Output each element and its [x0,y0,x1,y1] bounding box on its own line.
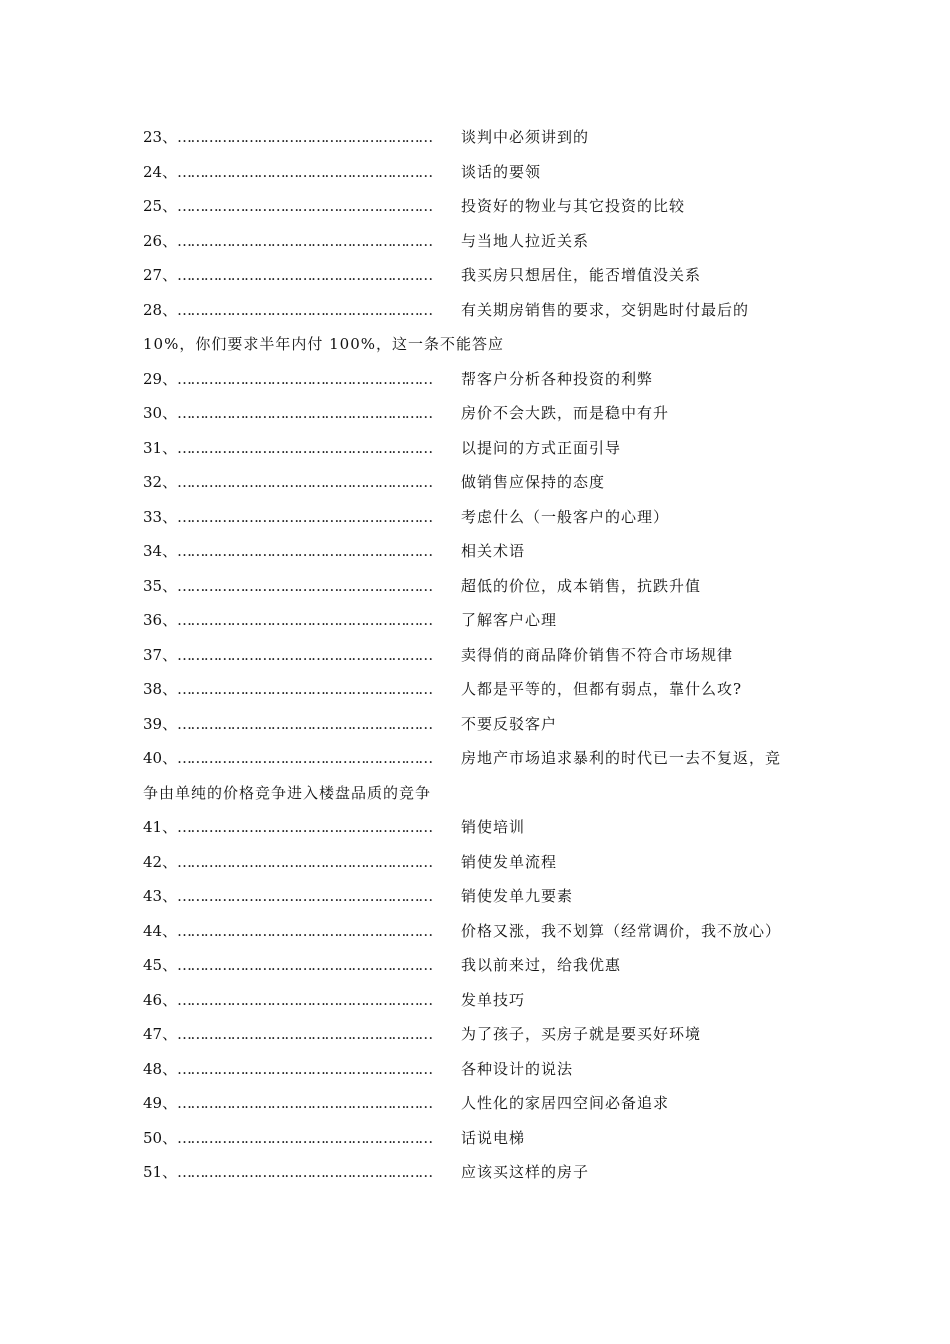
toc-entry-number: 47、 [143,1025,178,1043]
toc-entry-title: 卖得俏的商品降价销售不符合市场规律 [461,645,734,664]
toc-entry-number: 26、 [143,231,178,250]
toc-entry-number: 50、 [143,1128,178,1147]
toc-dot-leader: ………………………………………………… [177,473,432,491]
toc-entry [143,1155,823,1190]
toc-entry-title: 销使发单九要素 [461,887,574,905]
toc-entry [143,500,823,535]
toc-dot-leader: ………………………………………………… [177,162,432,181]
toc-dot-leader: ………………………………………………… [177,404,432,422]
toc-dot-leader: ………………………………………………… [177,921,432,940]
toc-dot-leader: ………………………………………………… [177,818,432,836]
toc-entry-number: 35、 [143,576,178,595]
toc-entry [143,1121,823,1156]
table-of-contents [143,120,823,1190]
toc-entry-number: 29、 [143,369,178,388]
toc-entry [143,741,823,776]
toc-dot-leader: ………………………………………………… [177,680,432,698]
toc-dot-leader: ………………………………………………… [177,714,432,733]
toc-entry-number: 34、 [143,542,178,560]
toc-dot-leader: ………………………………………………… [177,749,432,767]
toc-dot-leader: ………………………………………………… [177,231,432,250]
toc-entry-title: 了解客户心理 [461,611,558,629]
toc-entry-number: 39、 [143,714,178,733]
toc-entry-title: 帮客户分析各种投资的利弊 [461,369,654,388]
toc-entry-number: 48、 [143,1059,178,1078]
toc-dot-leader: ………………………………………………… [177,197,432,215]
toc-entry [143,810,823,845]
toc-entry-title: 谈话的要领 [461,162,542,181]
toc-entry-number: 41、 [143,818,178,836]
toc-entry-title: 我买房只想居住，能否增值没关系 [461,266,702,284]
toc-entry-title: 以提问的方式正面引导 [461,438,622,457]
toc-entry-number: 36、 [143,611,178,629]
toc-entry-title: 考虑什么（一般客户的心理） [461,507,670,526]
toc-entry-title: 有关期房销售的要求，交钥匙时付最后的 [461,300,750,319]
toc-dot-leader: ………………………………………………… [177,611,432,629]
toc-dot-leader: ………………………………………………… [177,956,432,974]
toc-dot-leader: ………………………………………………… [177,507,432,526]
toc-entry [143,672,823,707]
toc-entry-number: 33、 [143,507,178,526]
toc-entry [143,1052,823,1087]
toc-entry [143,189,823,224]
toc-dot-leader: ………………………………………………… [177,645,432,664]
toc-entry-number: 51、 [143,1163,178,1181]
toc-entry [143,465,823,500]
toc-entry [143,534,823,569]
toc-entry-number: 27、 [143,266,178,284]
toc-entry-number: 40、 [143,749,178,767]
toc-dot-leader: ………………………………………………… [177,852,432,871]
toc-entry [143,224,823,259]
toc-entry-number: 44、 [143,921,178,940]
toc-entry-continuation: 10%，你们要求半年内付 100%，这一条不能答应 [143,335,504,353]
toc-entry [143,396,823,431]
toc-entry [143,603,823,638]
toc-entry [143,879,823,914]
toc-entry-number: 42、 [143,852,178,871]
toc-dot-leader: ………………………………………………… [177,1059,432,1078]
toc-entry-number: 30、 [143,404,178,422]
toc-entry [143,707,823,742]
toc-dot-leader: ………………………………………………… [177,1025,432,1043]
toc-dot-leader: ………………………………………………… [177,300,432,319]
toc-entry-number: 43、 [143,887,178,905]
toc-entry [143,431,823,466]
toc-entry-title: 销使培训 [461,818,526,836]
toc-entry-number: 45、 [143,956,178,974]
toc-entry-number: 46、 [143,990,178,1009]
toc-entry-number: 25、 [143,197,178,215]
toc-entry-title: 房地产市场追求暴利的时代已一去不复返，竞 [461,749,782,767]
toc-entry-number: 28、 [143,300,178,319]
toc-entry-number: 23、 [143,128,178,146]
toc-entry-title: 人都是平等的，但都有弱点，靠什么攻? [461,680,743,698]
toc-entry-title: 各种设计的说法 [461,1059,574,1078]
toc-entry-title: 为了孩子，买房子就是要买好环境 [461,1025,702,1043]
toc-entry [143,569,823,604]
toc-entry [143,948,823,983]
toc-dot-leader: ………………………………………………… [177,990,432,1009]
toc-dot-leader: ………………………………………………… [177,438,432,457]
toc-entry-number: 24、 [143,162,178,181]
toc-dot-leader: ………………………………………………… [177,369,432,388]
toc-dot-leader: ………………………………………………… [177,576,432,595]
toc-dot-leader: ………………………………………………… [177,266,432,284]
toc-dot-leader: ………………………………………………… [177,887,432,905]
toc-entry-title: 超低的价位，成本销售，抗跌升值 [461,576,702,595]
toc-entry-title: 销使发单流程 [461,852,558,871]
toc-entry-continuation: 争由单纯的价格竞争进入楼盘品质的竞争 [143,783,432,802]
toc-entry-title: 我以前来过，给我优惠 [461,956,622,974]
toc-entry [143,1017,823,1052]
toc-entry-number: 38、 [143,680,178,698]
toc-dot-leader: ………………………………………………… [177,128,432,146]
toc-dot-leader: ………………………………………………… [177,1094,432,1112]
toc-entry [143,362,823,397]
toc-entry [143,258,823,293]
toc-entry-title: 价格又涨，我不划算（经常调价，我不放心） [461,921,782,940]
toc-entry-title: 话说电梯 [461,1128,526,1147]
toc-dot-leader: ………………………………………………… [177,1163,432,1181]
toc-entry-title: 相关术语 [461,542,526,560]
toc-entry-title: 不要反驳客户 [461,714,558,733]
toc-entry [143,914,823,949]
toc-entry [143,1086,823,1121]
toc-entry-title: 投资好的物业与其它投资的比较 [461,197,686,215]
toc-entry [143,638,823,673]
toc-entry [143,983,823,1018]
toc-entry [143,155,823,190]
toc-entry-number: 49、 [143,1094,178,1112]
toc-entry-title: 发单技巧 [461,990,526,1009]
toc-entry-title: 应该买这样的房子 [461,1163,590,1181]
toc-entry-title: 人性化的家居四空间必备追求 [461,1094,670,1112]
toc-entry [143,845,823,880]
toc-entry-number: 31、 [143,438,178,457]
toc-entry-number: 32、 [143,473,178,491]
toc-entry-title: 房价不会大跌，而是稳中有升 [461,404,670,422]
toc-entry-title: 做销售应保持的态度 [461,473,606,491]
toc-entry [143,120,823,155]
toc-entry [143,293,823,328]
toc-entry-title: 谈判中必须讲到的 [461,128,590,146]
toc-entry-number: 37、 [143,645,178,664]
toc-dot-leader: ………………………………………………… [177,542,432,560]
toc-entry-title: 与当地人拉近关系 [461,231,590,250]
toc-dot-leader: ………………………………………………… [177,1128,432,1147]
